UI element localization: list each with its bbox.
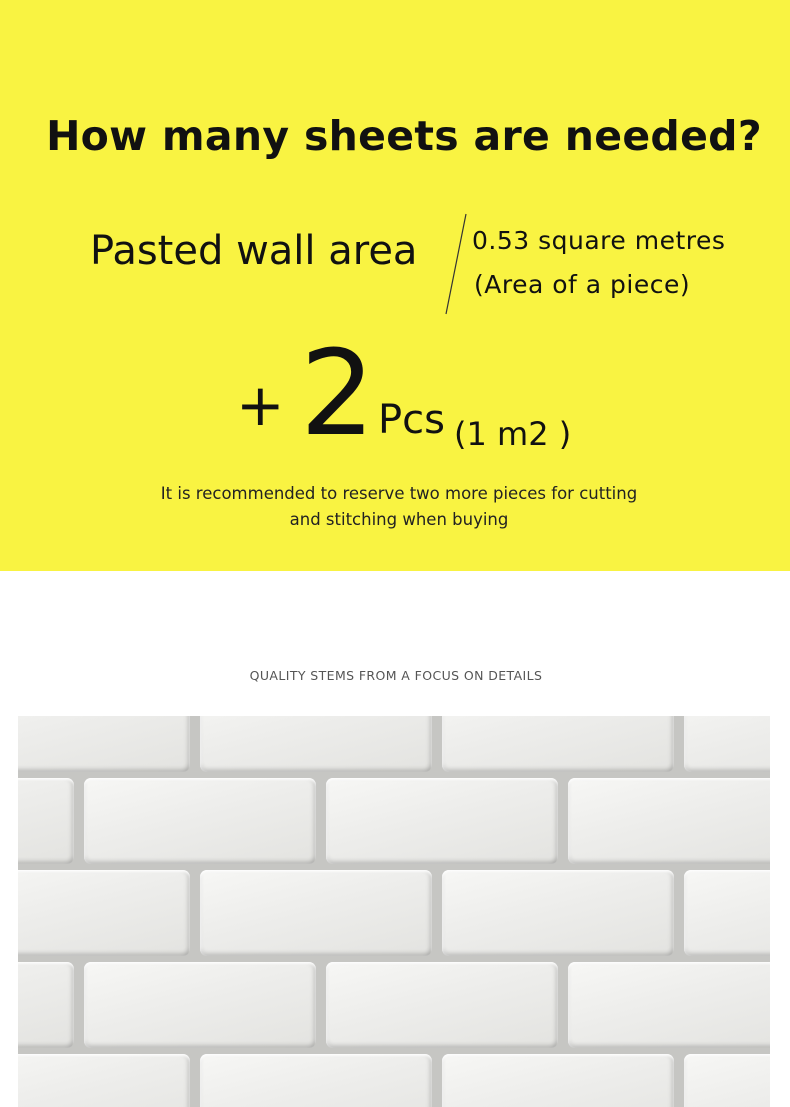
- extra-area: (1 m2 ): [454, 415, 572, 453]
- advice-line-2: and stitching when buying: [289, 510, 509, 529]
- purchase-advice: [0, 481, 790, 533]
- brick: [18, 716, 190, 772]
- brick: [18, 1054, 190, 1107]
- brick: [442, 716, 674, 772]
- extra-unit: Pcs: [378, 397, 445, 443]
- brick: [442, 1054, 674, 1107]
- brick: [200, 716, 432, 772]
- brick: [18, 778, 74, 864]
- brick: [684, 716, 770, 772]
- brick: [568, 778, 770, 864]
- details-tagline: QUALITY STEMS FROM A FOCUS ON DETAILS: [249, 668, 543, 683]
- brick: [18, 870, 190, 956]
- brick: [568, 962, 770, 1048]
- brick: [18, 962, 74, 1048]
- brick: [442, 870, 674, 956]
- brick: [684, 870, 770, 956]
- extra-count: 2: [300, 324, 376, 462]
- brick: [84, 778, 316, 864]
- brick: [326, 962, 558, 1048]
- brick: [200, 870, 432, 956]
- brick: [84, 962, 316, 1048]
- brick: [200, 1054, 432, 1107]
- formula-dividend: Pasted wall area: [90, 228, 418, 274]
- brick-wall-photo: [18, 716, 770, 1107]
- brick: [326, 778, 558, 864]
- advice-line-1: It is recommended to reserve two more pieces for cutting: [160, 484, 638, 503]
- formula-divisor-note: (Area of a piece): [474, 270, 691, 299]
- page-title: How many sheets are needed?: [46, 112, 762, 160]
- plus-sign: +: [236, 371, 285, 439]
- formula-divisor-value: 0.53 square metres: [472, 226, 726, 255]
- brick: [684, 1054, 770, 1107]
